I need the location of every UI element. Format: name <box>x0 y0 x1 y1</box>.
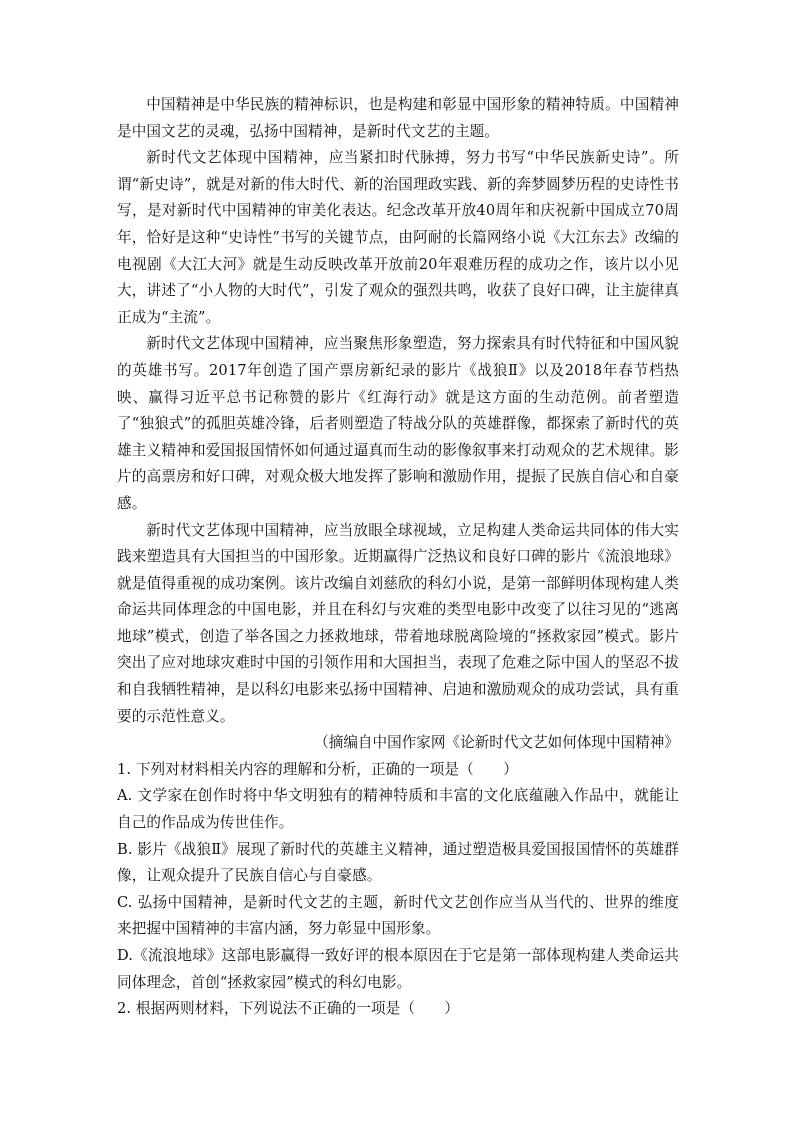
question-1-option-a: A. 文学家在创作时将中华文明独有的精神特质和丰富的文化底蕴融入作品中，就能让自己的作品成为传世佳作。 <box>117 787 679 832</box>
article-paragraph-1: 中国精神是中华民族的精神标识，也是构建和彰显中国形象的精神特质。中国精神是中国文艺的灵魂，弘扬中国精神，是新时代文艺的主题。 <box>117 96 679 140</box>
article-paragraph-4: 新时代文艺体现中国精神，应当放眼全球视域，立足构建人类命运共同体的伟大实践来塑造具有大国担当的中国形象。近期赢得广泛热议和良好口碑的影片《流浪地球》就是值得重视的成功案例。该片改编自刘慈欣的科幻小说，是第一部鲜明体现构建人类命运共同体理念的中国电影，并且在科幻与灾难的类型电影中改变了以往习见的“逃离地球”模式，创造了举各国之力拯救地球，带着地球脱离险境的“拯救家园”模式。影片突出了应对地球灾难时中国的引领作用和大国担当，表现了危难之际中国人的坚忍不拔和自我牺牲精神，是以科幻电影来弘扬中国精神、启迪和激励观众的成功尝试，具有重要的示范性意义。 <box>117 521 679 725</box>
article-source: （摘编自中国作家网《论新时代文艺如何体现中国精神》 <box>314 734 679 752</box>
question-1-stem: 1. 下列对材料相关内容的理解和分析，正确的一项是（ ） <box>117 760 518 778</box>
article-paragraph-3: 新时代文艺体现中国精神，应当聚焦形象塑造，努力探索具有时代特征和中国风貌的英雄书写。2017年创造了国产票房新纪录的影片《战狼Ⅱ》以及2018年春节档热映、赢得习近平总书记称赞的影片《红海行动》就是这方面的生动范例。前者塑造了“独狼式”的孤胆英雄冷锋，后者则塑造了特战分队的英雄群像，都探索了新时代的英雄主义精神和爱国报国情怀如何通过逼真而生动的影像叙事来打动观众的艺术规律。影片的高票房和好口碑，对观众极大地发挥了影响和激励作用，提振了民族自信心和自豪感。 <box>117 335 679 512</box>
document-page <box>117 92 679 1023</box>
question-1-option-b: B. 影片《战狼Ⅱ》展现了新时代的英雄主义精神，通过塑造极具爱国报国情怀的英雄群像，让观众提升了民族自信心与自豪感。 <box>117 840 679 885</box>
question-2-stem: 2. 根据两则材料，下列说法不正确的一项是（ ） <box>117 1000 460 1018</box>
question-1-option-c: C. 弘扬中国精神，是新时代文艺的主题，新时代文艺创作应当从当代的、世界的维度来把握中国精神的丰富内涵，努力彰显中国形象。 <box>117 893 679 938</box>
article-paragraph-2: 新时代文艺体现中国精神，应当紧扣时代脉搏，努力书写“中华民族新史诗”。所谓“新史诗”，就是对新的伟大时代、新的治国理政实践、新的奔梦圆梦历程的史诗性书写，是对新时代中国精神的审美化表达。纪念改革开放40周年和庆祝新中国成立70周年，恰好是这种“史诗性”书写的关键节点，由阿耐的长篇网络小说《大江东去》改编的电视剧《大江大河》就是生动反映改革开放前20年艰难历程的成功之作，该片以小见大，讲述了“小人物的大时代”，引发了观众的强烈共鸣，收获了良好口碑，让主旋律真正成为“主流”。 <box>117 149 679 326</box>
question-1-option-d: D.《流浪地球》这部电影赢得一致好评的根本原因在于它是第一部体现构建人类命运共同体理念，首创“拯救家园”模式的科幻电影。 <box>117 947 679 991</box>
